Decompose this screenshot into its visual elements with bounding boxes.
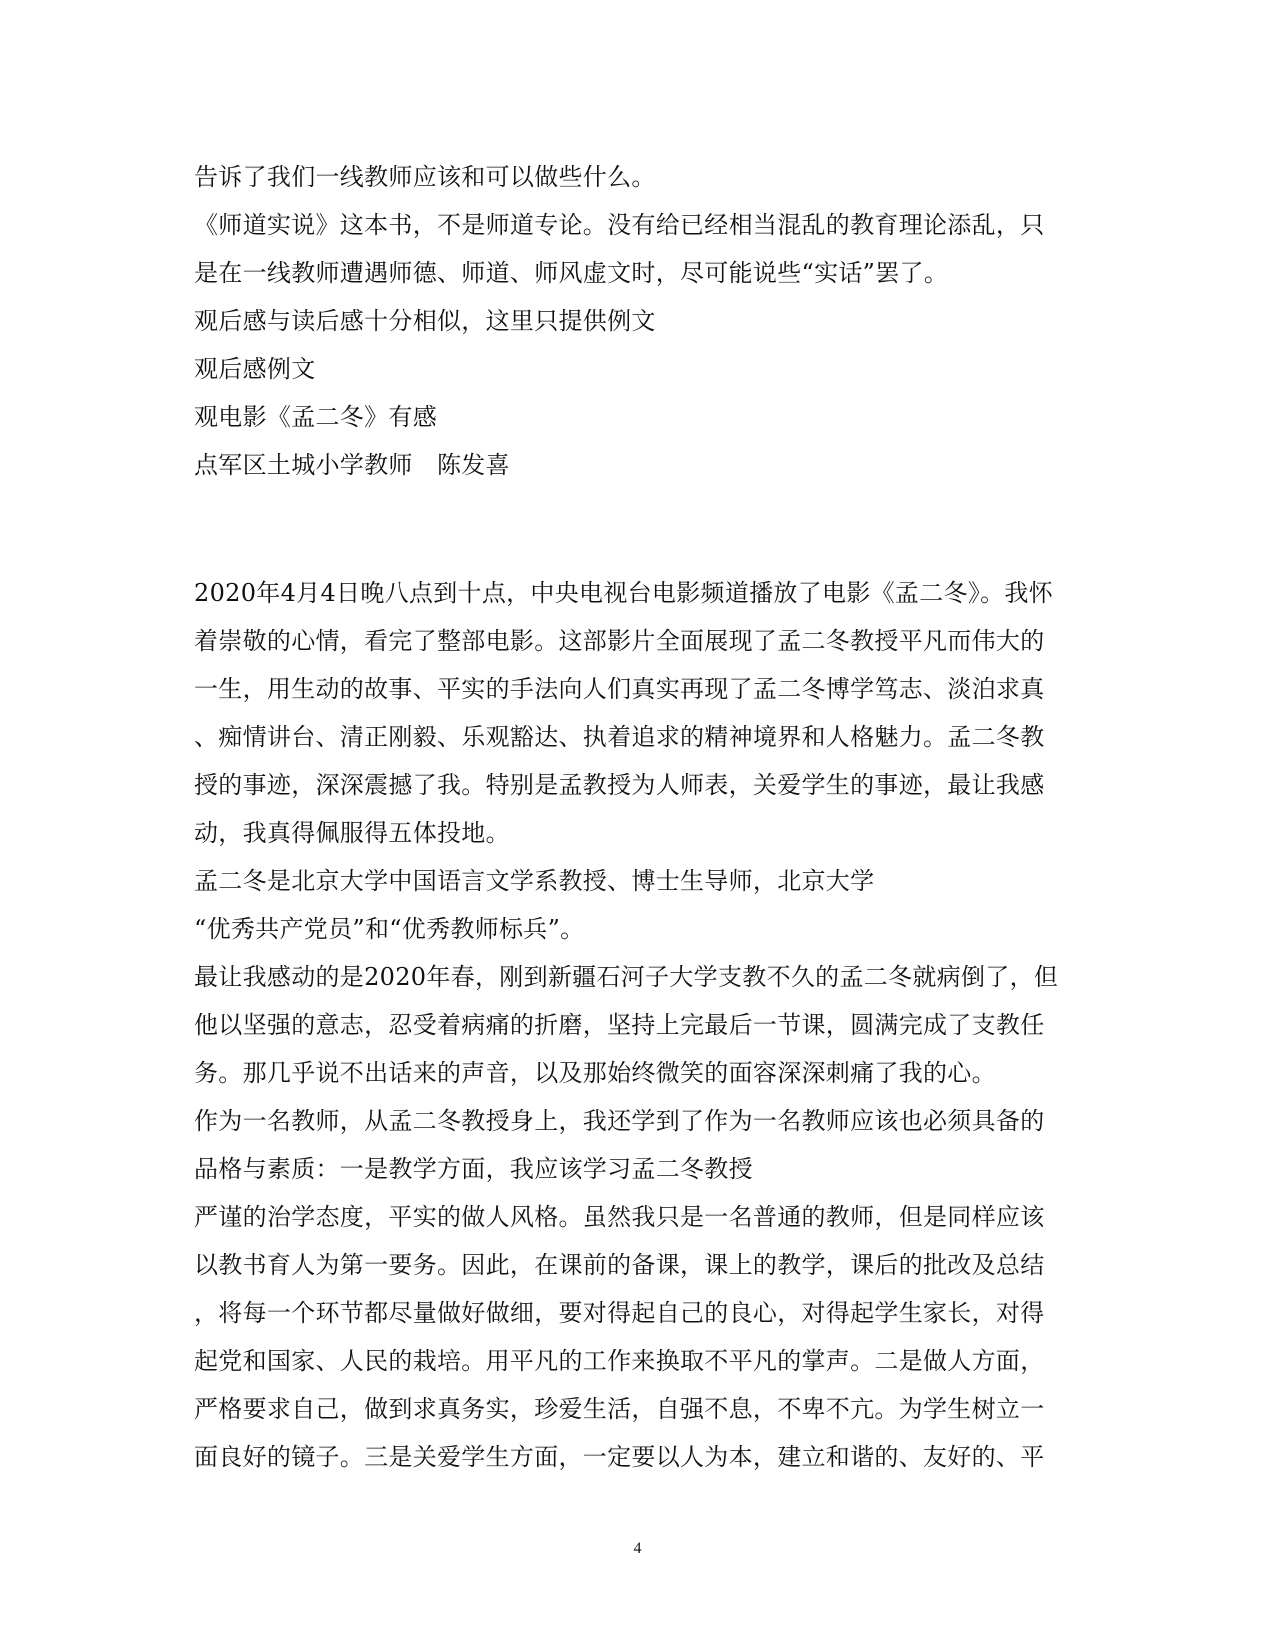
- section-gap: [194, 489, 1074, 569]
- page-number: 4: [633, 1540, 642, 1557]
- document-body: [194, 153, 1074, 1481]
- text-line: 作为一名教师，从孟二冬教授身上，我还学到了作为一名教师应该也必须具备的: [194, 1107, 1045, 1135]
- text-line: 严格要求自己，做到求真务实，珍爱生活，自强不息，不卑不亢。为学生树立一: [194, 1395, 1045, 1423]
- text-line: 最让我感动的是2020年春，刚到新疆石河子大学支教不久的孟二冬就病倒了，但: [194, 963, 1059, 991]
- text-line: 严谨的治学态度，平实的做人风格。虽然我只是一名普通的教师，但是同样应该: [194, 1203, 1045, 1231]
- text-line: 务。那几乎说不出话来的声音，以及那始终微笑的面容深深刺痛了我的心。: [194, 1059, 996, 1087]
- text-line: 观电影《孟二冬》有感: [194, 403, 437, 431]
- text-line: 以教书育人为第一要务。因此，在课前的备课，课上的教学，课后的批改及总结: [194, 1251, 1045, 1279]
- text-line: 告诉了我们一线教师应该和可以做些什么。: [194, 163, 656, 191]
- essay-section: [194, 569, 1074, 1481]
- text-line: 他以坚强的意志，忍受着病痛的折磨，坚持上完最后一节课，圆满完成了支教任: [194, 1011, 1045, 1039]
- text-line: 着崇敬的心情，看完了整部电影。这部影片全面展现了孟二冬教授平凡而伟大的: [194, 627, 1045, 655]
- intro-section: [194, 153, 1074, 489]
- text-line: 品格与素质：一是教学方面，我应该学习孟二冬教授: [194, 1155, 753, 1183]
- text-line: 孟二冬是北京大学中国语言文学系教授、博士生导师，北京大学: [194, 867, 875, 895]
- text-line: 面良好的镜子。三是关爱学生方面，一定要以人为本，建立和谐的、友好的、平: [194, 1443, 1045, 1471]
- text-line: 观后感与读后感十分相似，这里只提供例文: [194, 307, 656, 335]
- text-line: ，将每一个环节都尽量做好做细，要对得起自己的良心，对得起学生家长，对得: [194, 1299, 1045, 1327]
- text-line: 是在一线教师遭遇师德、师道、师风虚文时，尽可能说些“实话”罢了。: [194, 259, 949, 287]
- text-line: “优秀共产党员”和“优秀教师标兵”。: [194, 915, 585, 943]
- text-line: 起党和国家、人民的栽培。用平凡的工作来换取不平凡的掌声。二是做人方面，: [194, 1347, 1045, 1375]
- text-line: 、痴情讲台、清正刚毅、乐观豁达、执着追求的精神境界和人格魅力。孟二冬教: [194, 723, 1045, 751]
- text-line: 2020年4月4日晚八点到十点，中央电视台电影频道播放了电影《孟二冬》。我怀: [194, 579, 1054, 607]
- text-line: 点军区土城小学教师 陈发喜: [194, 451, 510, 479]
- text-line: 一生，用生动的故事、平实的手法向人们真实再现了孟二冬博学笃志、淡泊求真: [194, 675, 1045, 703]
- text-line: 观后感例文: [194, 355, 316, 383]
- text-line: 《师道实说》这本书，不是师道专论。没有给已经相当混乱的教育理论添乱，只: [194, 211, 1045, 239]
- text-line: 授的事迹，深深震撼了我。特别是孟教授为人师表，关爱学生的事迹，最让我感: [194, 771, 1045, 799]
- text-line: 动，我真得佩服得五体投地。: [194, 819, 510, 847]
